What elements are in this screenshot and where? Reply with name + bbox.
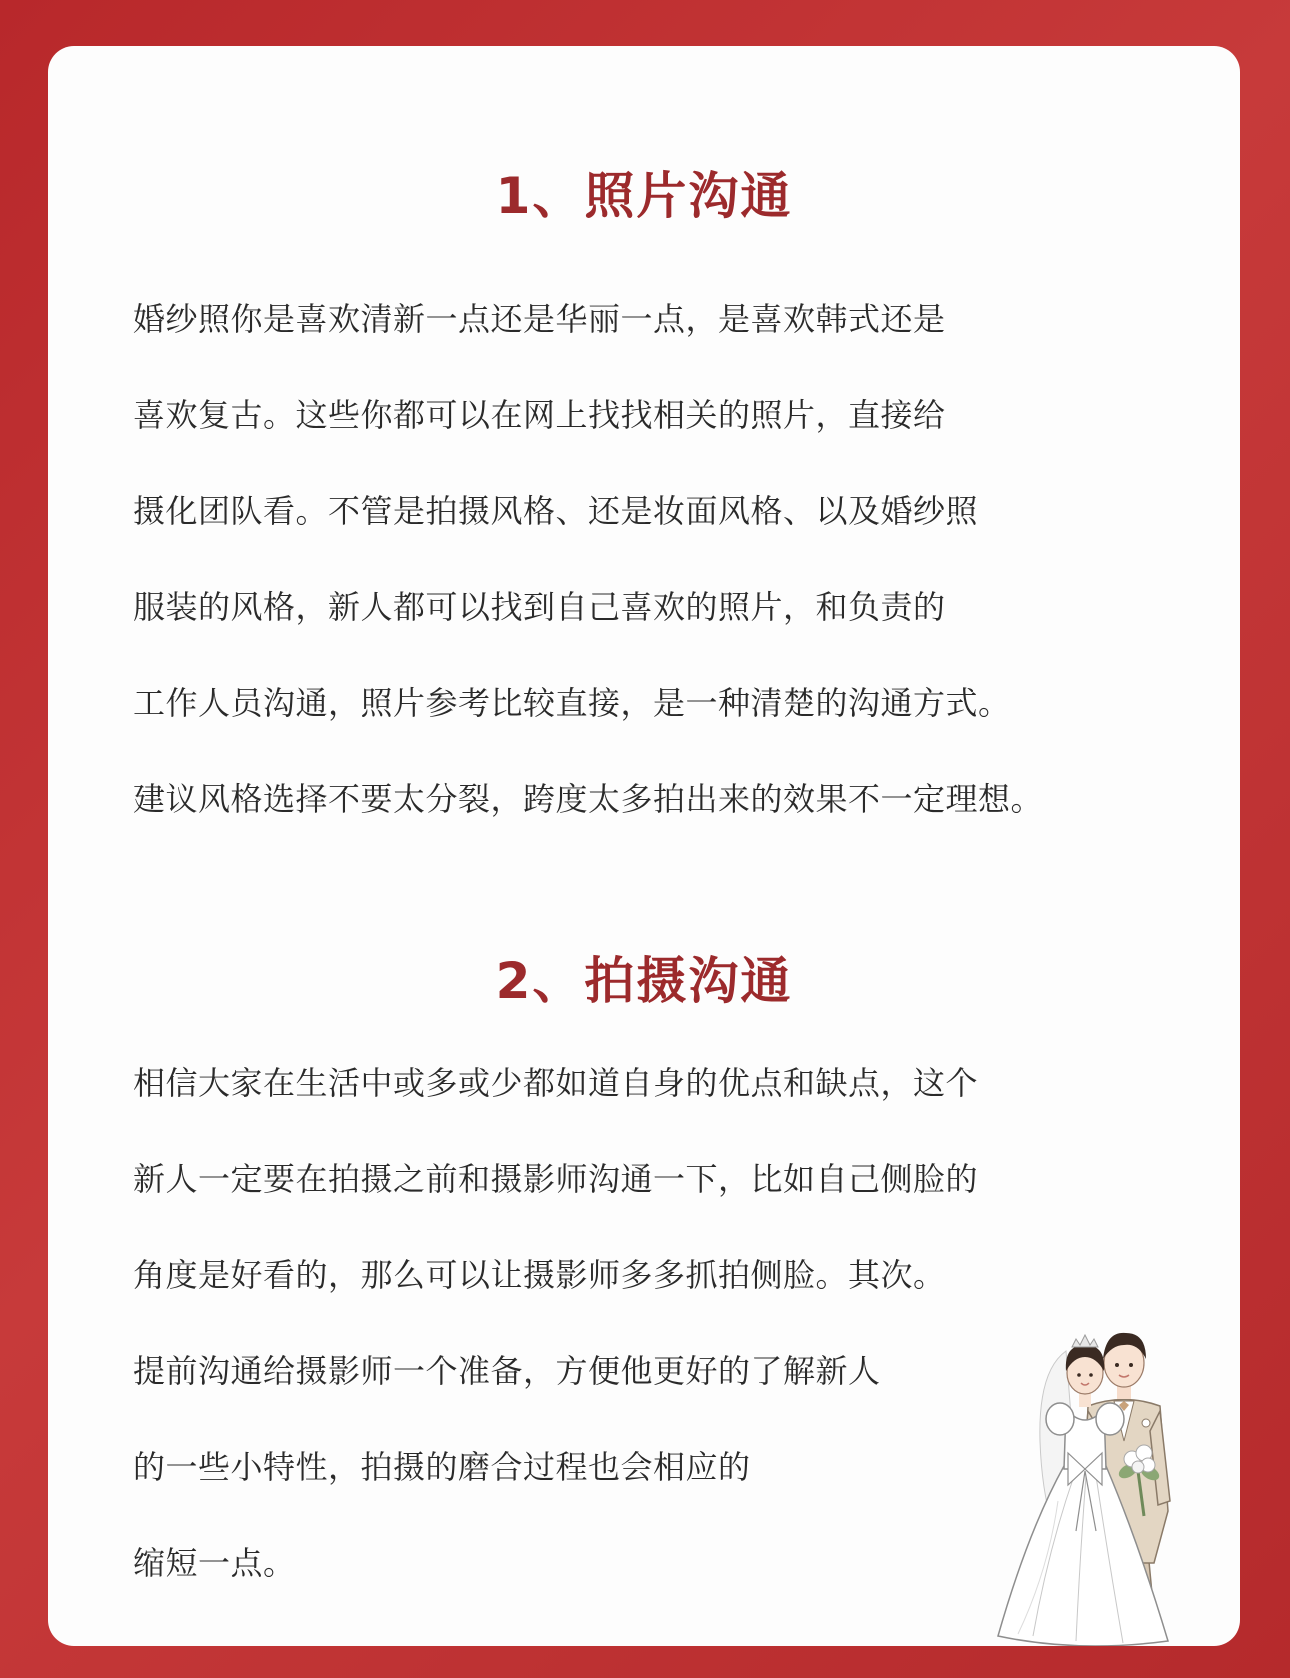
- paragraph-line: 喜欢复古。这些你都可以在网上找找相关的照片，直接给: [133, 396, 946, 434]
- paragraph-line: 的一些小特性，拍摄的磨合过程也会相应的: [133, 1448, 751, 1486]
- paragraph-line: 工作人员沟通，照片参考比较直接，是一种清楚的沟通方式。: [133, 684, 1011, 722]
- paragraph-line: 新人一定要在拍摄之前和摄影师沟通一下，比如自己侧脸的: [133, 1160, 979, 1198]
- section-1-paragraph: [133, 271, 1223, 847]
- paragraph-line: 角度是好看的，那么可以让摄影师多多抓拍侧脸。其次。: [133, 1256, 946, 1294]
- section-1-title: 1、照片沟通: [495, 167, 793, 225]
- paragraph-line: 建议风格选择不要太分裂，跨度太多拍出来的效果不一定理想。: [133, 780, 1044, 818]
- paragraph-line: 婚纱照你是喜欢清新一点还是华丽一点，是喜欢韩式还是: [133, 300, 946, 338]
- wedding-couple-illustration: [988, 1301, 1238, 1646]
- paragraph-line: 缩短一点。: [133, 1544, 296, 1582]
- section-2-title: 2、拍摄沟通: [495, 952, 793, 1010]
- paragraph-line: 服装的风格，新人都可以找到自己喜欢的照片，和负责的: [133, 588, 946, 626]
- paragraph-line: 摄化团队看。不管是拍摄风格、还是妆面风格、以及婚纱照: [133, 492, 979, 530]
- paragraph-line: 提前沟通给摄影师一个准备，方便他更好的了解新人: [133, 1352, 881, 1390]
- content-card: [48, 46, 1240, 1646]
- paragraph-line: 相信大家在生活中或多或少都如道自身的优点和缺点，这个: [133, 1064, 979, 1102]
